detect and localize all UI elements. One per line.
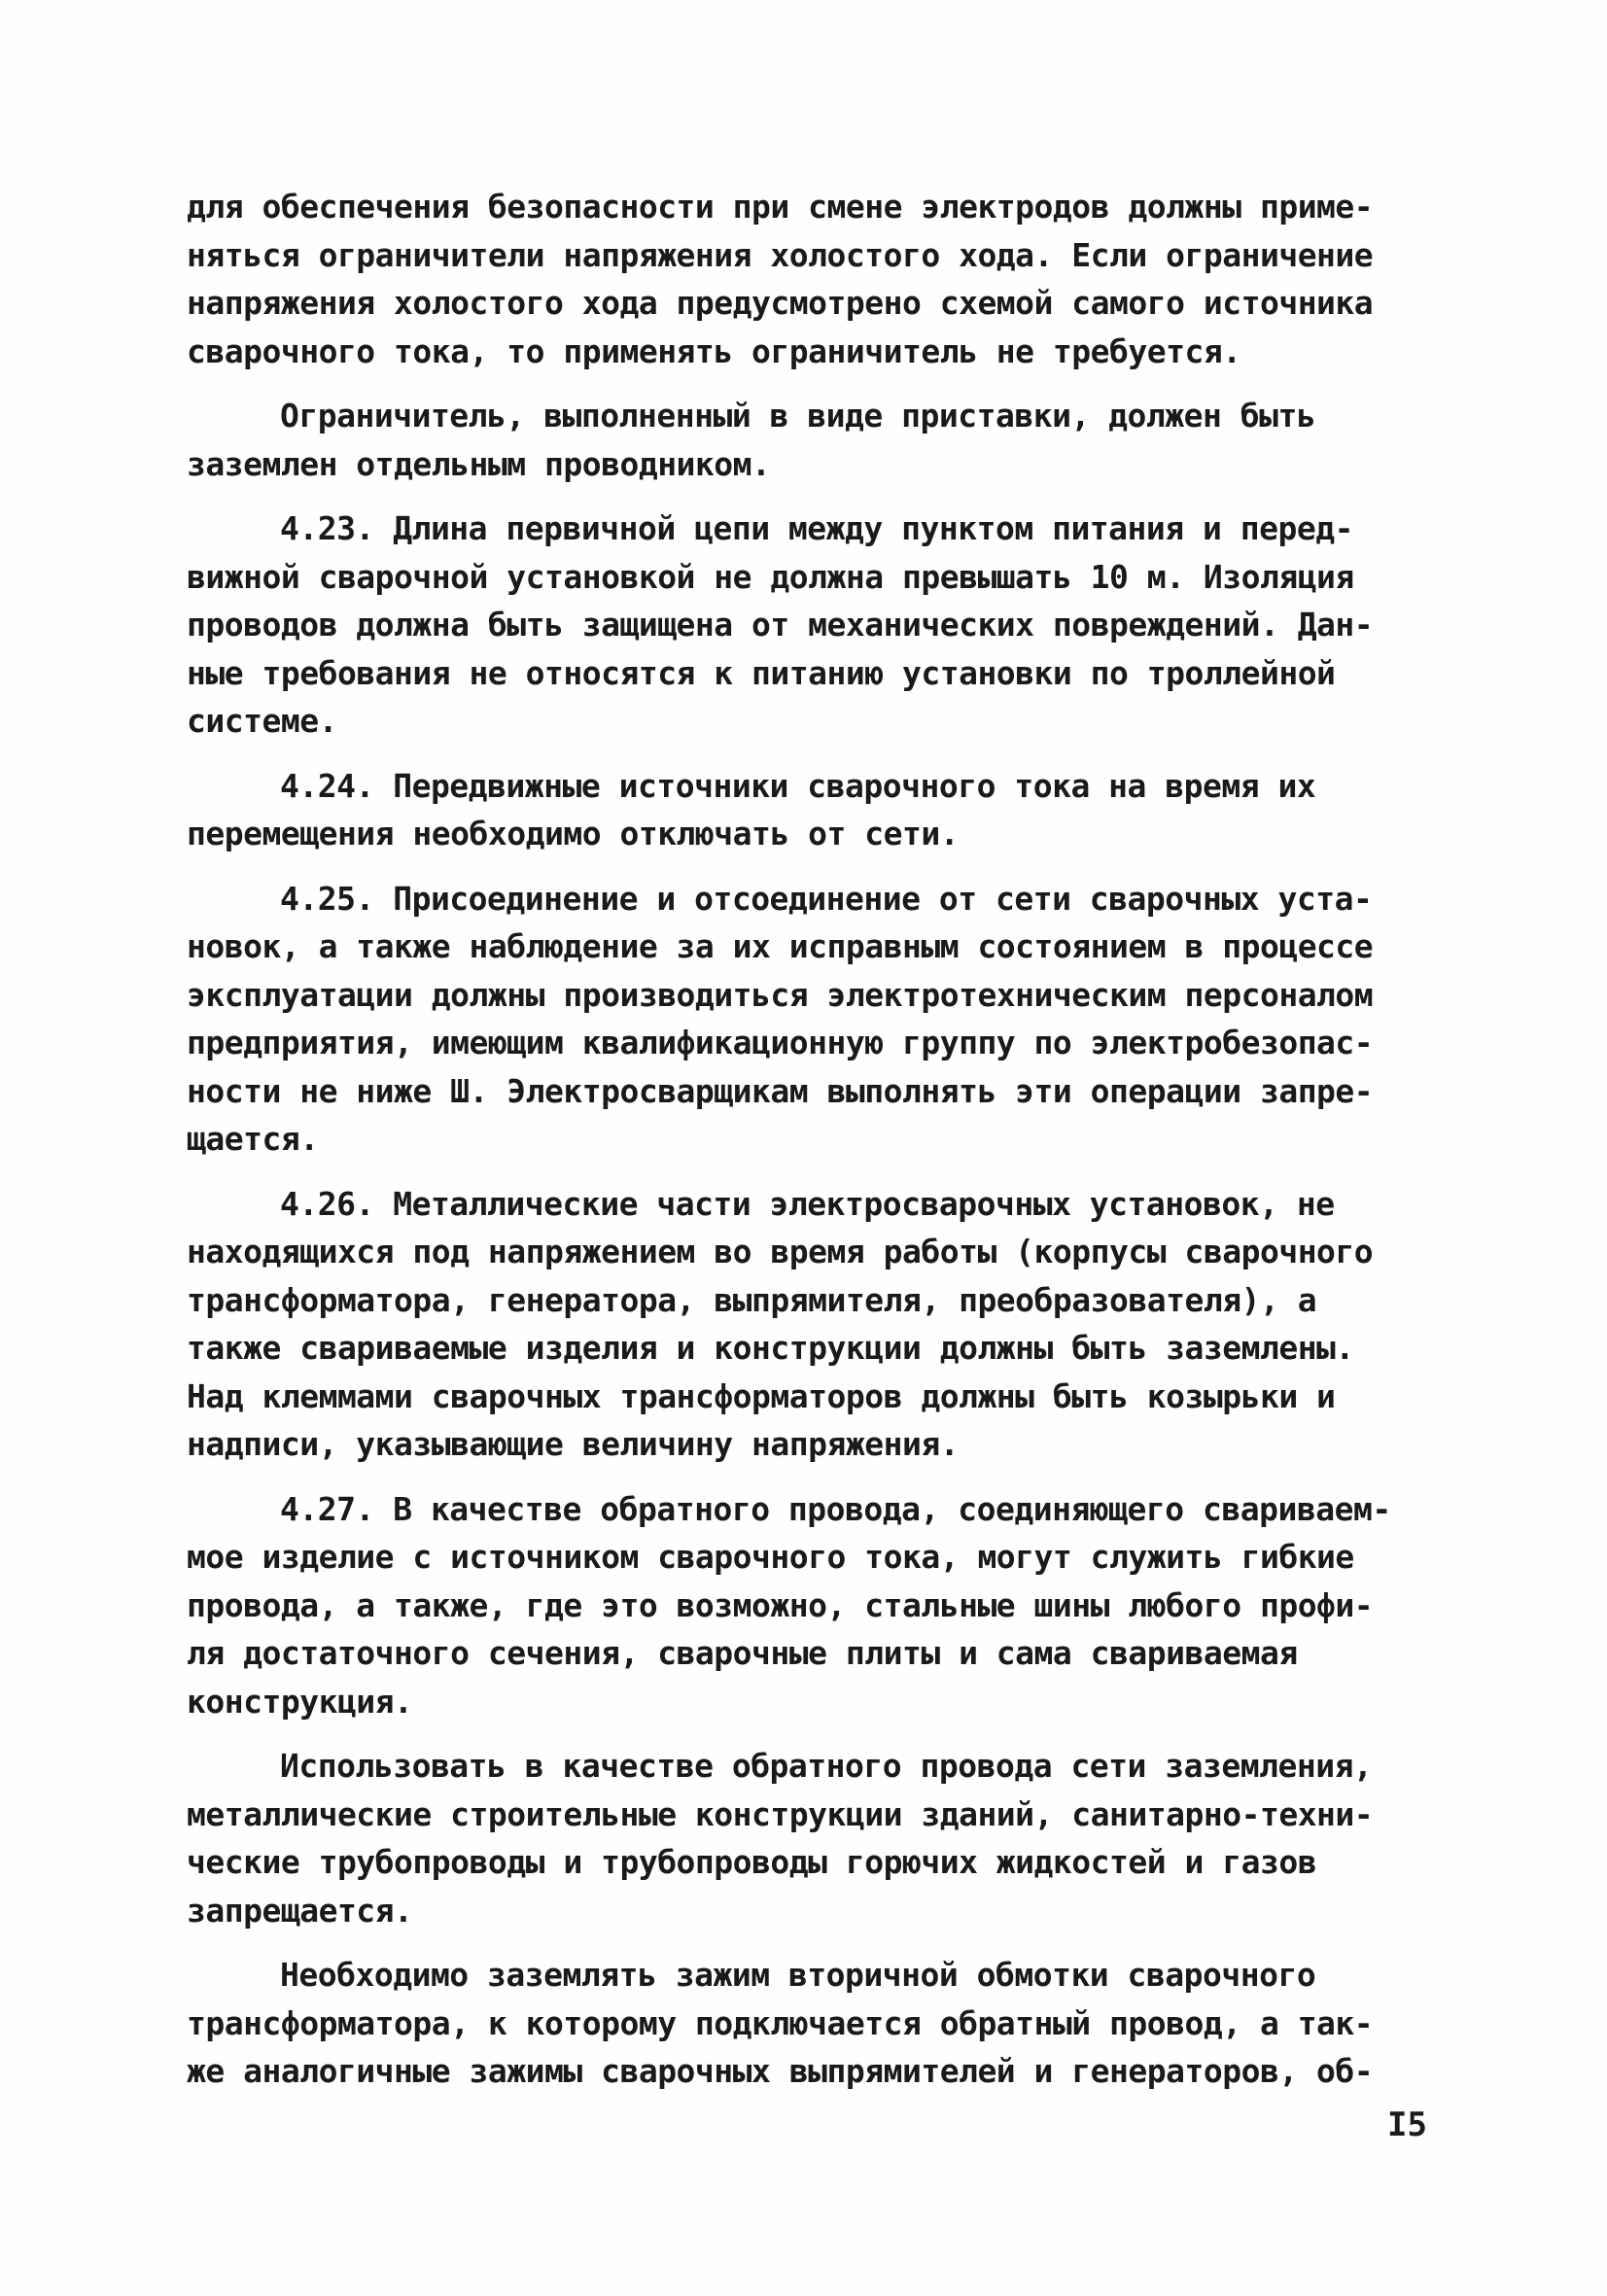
paragraph <box>187 762 1421 858</box>
text-line: же аналогичные зажимы сварочных выпрямителей и генераторов, об- <box>187 2052 1374 2090</box>
document-body <box>187 183 1421 2096</box>
text-line: системе. <box>187 702 337 740</box>
text-line: надписи, указывающие величину напряжения. <box>187 1425 960 1463</box>
text-line: 4.24. Передвижные источники сварочного тока на время их <box>280 766 1316 805</box>
text-line: трансформатора, к которому подключается обратный провод, а так- <box>187 2003 1374 2042</box>
text-line: запрещается. <box>187 1891 413 1930</box>
text-line: щается. <box>187 1120 319 1158</box>
paragraph-gap <box>187 1725 1421 1742</box>
text-line: ля достаточного сечения, сварочные плиты и сама свариваемая <box>187 1634 1298 1672</box>
text-line: 4.23. Длина первичной цепи между пунктом питания и перед- <box>280 509 1353 547</box>
text-line: няться ограничители напряжения холостого хода. Если ограничение <box>187 235 1374 274</box>
text-line: провода, а также, где это возможно, стальные шины любого профи- <box>187 1585 1374 1624</box>
text-line: находящихся под напряжением во время работы (корпусы сварочного <box>187 1233 1374 1270</box>
text-line: также свариваемые изделия и конструкции должны быть заземлены. <box>187 1329 1354 1367</box>
text-line: трансформатора, генератора, выпрямителя, преобразователя), а <box>187 1280 1317 1319</box>
paragraph <box>187 1742 1421 1934</box>
text-line: предприятия, имеющим квалификационную группу по электробезопас- <box>187 1024 1374 1061</box>
text-line: Использовать в качестве обратного провода сети заземления, <box>280 1747 1373 1785</box>
paragraph <box>187 1180 1421 1469</box>
paragraph-gap <box>187 1934 1421 1951</box>
paragraph-gap <box>187 488 1421 504</box>
paragraph <box>187 1951 1421 2096</box>
page-number: I5 <box>1387 2105 1427 2144</box>
paragraph <box>187 1485 1421 1726</box>
paragraph-gap <box>187 375 1421 392</box>
text-line: заземлен отдельным проводником. <box>187 444 771 483</box>
text-line: ческие трубопроводы и трубопроводы горючих жидкостей и газов <box>187 1843 1317 1881</box>
text-line: 4.25. Присоединение и отсоединение от сети сварочных уста- <box>280 879 1373 918</box>
text-line: напряжения холостого хода предусмотрено схемой самого источника <box>187 284 1374 322</box>
text-line: Над клеммами сварочных трансформаторов должны быть козырьки и <box>187 1376 1336 1415</box>
paragraph-gap <box>187 1469 1421 1485</box>
text-line: эксплуатации должны производиться электротехническим персоналом <box>187 975 1374 1014</box>
text-line: новок, а также наблюдение за их исправным состоянием в процессе <box>187 927 1374 965</box>
text-line: вижной сварочной установкой не должна превышать 10 м. Изоляция <box>187 557 1354 596</box>
text-line: Ограничитель, выполненный в виде приставки, должен быть <box>280 397 1316 435</box>
text-line: 4.26. Металлические части электросварочных установок, не <box>280 1184 1335 1223</box>
text-line: 4.27. В качестве обратного провода, соединяющего свариваем- <box>280 1489 1391 1528</box>
text-line: для обеспечения безопасности при смене электродов должны приме- <box>187 188 1374 226</box>
paragraph <box>187 875 1421 1164</box>
paragraph-gap <box>187 858 1421 875</box>
text-line: конструкция. <box>187 1682 413 1721</box>
paragraph-gap <box>187 746 1421 762</box>
text-line: ности не ниже Ш. Электросварщикам выполнять эти операции запре- <box>187 1071 1374 1110</box>
paragraph-gap <box>187 1164 1421 1180</box>
paragraph <box>187 183 1421 375</box>
text-line: мое изделие с источником сварочного тока, могут служить гибкие <box>187 1538 1354 1576</box>
text-line: ные требования не относятся к питанию установки по троллейной <box>187 653 1336 692</box>
paragraph <box>187 392 1421 488</box>
text-line: металлические строительные конструкции зданий, санитарно-техни- <box>187 1794 1374 1833</box>
paragraph <box>187 504 1421 746</box>
text-line: Необходимо заземлять зажим вторичной обмотки сварочного <box>280 1956 1316 1994</box>
text-line: сварочного тока, то применять ограничитель не требуется. <box>187 331 1241 370</box>
text-line: проводов должна быть защищена от механических повреждений. Дан- <box>187 606 1374 644</box>
text-line: перемещения необходимо отключать от сети. <box>187 815 960 852</box>
